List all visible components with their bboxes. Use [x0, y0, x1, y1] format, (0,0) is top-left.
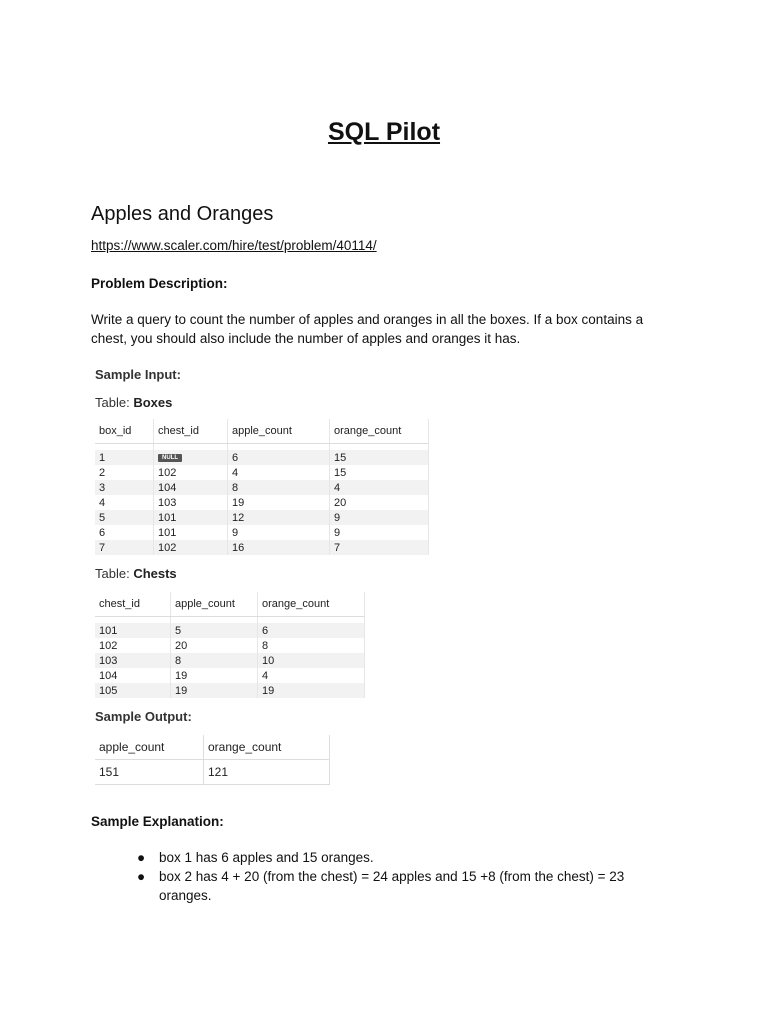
table-cell: 5: [95, 510, 154, 525]
table-cell: 4: [228, 465, 330, 480]
table-cell: 20: [171, 638, 258, 653]
table-cell: 19: [171, 683, 258, 698]
table-cell: 101: [154, 525, 228, 540]
sample-explanation-label: Sample Explanation:: [91, 814, 224, 829]
table-row: [95, 638, 365, 653]
table-cell: 19: [228, 495, 330, 510]
table-cell: 105: [95, 683, 171, 698]
column-header: apple_count: [228, 419, 330, 444]
table-cell: 12: [228, 510, 330, 525]
table-cell: 151: [95, 760, 204, 785]
table-cell: 4: [95, 495, 154, 510]
bullet-text: box 2 has 4 + 20 (from the chest) = 24 apples and 15 +8 (from the chest) = 23 oranges.: [159, 869, 625, 903]
bullet-icon: ●: [137, 869, 146, 884]
column-header: orange_count: [204, 735, 330, 760]
table-row: [95, 683, 365, 698]
table-cell: 19: [258, 683, 365, 698]
table-cell: 10: [258, 653, 365, 668]
problem-description-label: Problem Description:: [91, 276, 228, 291]
list-item: [137, 848, 657, 867]
column-header: orange_count: [330, 419, 429, 444]
table-cell: 5: [171, 623, 258, 638]
problem-link[interactable]: https://www.scaler.com/hire/test/problem/40114/: [91, 238, 377, 253]
table-cell: 7: [330, 540, 429, 555]
table-cell: 8: [228, 480, 330, 495]
caption-name: Chests: [133, 566, 177, 581]
caption-prefix: Table:: [95, 395, 134, 410]
table-cell: 104: [154, 480, 228, 495]
table-row: [95, 465, 429, 480]
table-cell: 121: [204, 760, 330, 785]
table-cell: 101: [95, 623, 171, 638]
sample-input-label: Sample Input:: [95, 367, 181, 382]
column-header: chest_id: [95, 592, 171, 617]
table-cell: 19: [171, 668, 258, 683]
column-header: apple_count: [95, 735, 204, 760]
table-row: [95, 540, 429, 555]
column-header: apple_count: [171, 592, 258, 617]
table-row: [95, 760, 330, 785]
section-heading: Apples and Oranges: [91, 203, 274, 225]
table-cell: 8: [258, 638, 365, 653]
boxes-table: [95, 419, 429, 555]
table-row: [95, 510, 429, 525]
table-cell: 4: [330, 480, 429, 495]
table-row: [95, 480, 429, 495]
page-title: SQL Pilot: [327, 118, 441, 146]
caption-prefix: Table:: [95, 566, 134, 581]
table-cell: 8: [171, 653, 258, 668]
table-cell: 4: [258, 668, 365, 683]
table-cell: 9: [330, 510, 429, 525]
explanation-list: [137, 848, 657, 905]
table-row: [95, 653, 365, 668]
table-cell: 101: [154, 510, 228, 525]
table-row: [95, 525, 429, 540]
table-cell: 7: [95, 540, 154, 555]
column-header: orange_count: [258, 592, 365, 617]
table-row: [95, 668, 365, 683]
table-row: [95, 450, 429, 465]
boxes-table-caption: [95, 395, 172, 410]
table-row: [95, 495, 429, 510]
table-cell: [154, 450, 228, 465]
problem-description-text: Write a query to count the number of apples and oranges in all the boxes. If a box contains a chest, you should also include the number of apples and oranges it has.: [91, 312, 644, 346]
table-cell: 6: [258, 623, 365, 638]
table-row: [95, 623, 365, 638]
table-cell: 103: [154, 495, 228, 510]
table-cell: 102: [154, 540, 228, 555]
table-cell: 102: [154, 465, 228, 480]
table-cell: 15: [330, 450, 429, 465]
null-badge: NULL: [158, 454, 182, 462]
table-cell: 6: [228, 450, 330, 465]
table-cell: 15: [330, 465, 429, 480]
table-cell: 20: [330, 495, 429, 510]
table-cell: 104: [95, 668, 171, 683]
table-cell: 3: [95, 480, 154, 495]
column-header: chest_id: [154, 419, 228, 444]
chests-table-caption: [95, 566, 177, 581]
table-cell: 102: [95, 638, 171, 653]
bullet-icon: ●: [137, 850, 146, 865]
chests-table: [95, 592, 365, 698]
table-cell: 2: [95, 465, 154, 480]
table-cell: 1: [95, 450, 154, 465]
table-cell: 6: [95, 525, 154, 540]
sample-output-label: Sample Output:: [95, 709, 192, 724]
table-cell: 9: [330, 525, 429, 540]
table-cell: 103: [95, 653, 171, 668]
bullet-text: box 1 has 6 apples and 15 oranges.: [159, 850, 374, 865]
caption-name: Boxes: [133, 395, 173, 410]
table-cell: 16: [228, 540, 330, 555]
list-item: [137, 867, 657, 905]
table-cell: 9: [228, 525, 330, 540]
output-table: [95, 735, 330, 785]
column-header: box_id: [95, 419, 154, 444]
